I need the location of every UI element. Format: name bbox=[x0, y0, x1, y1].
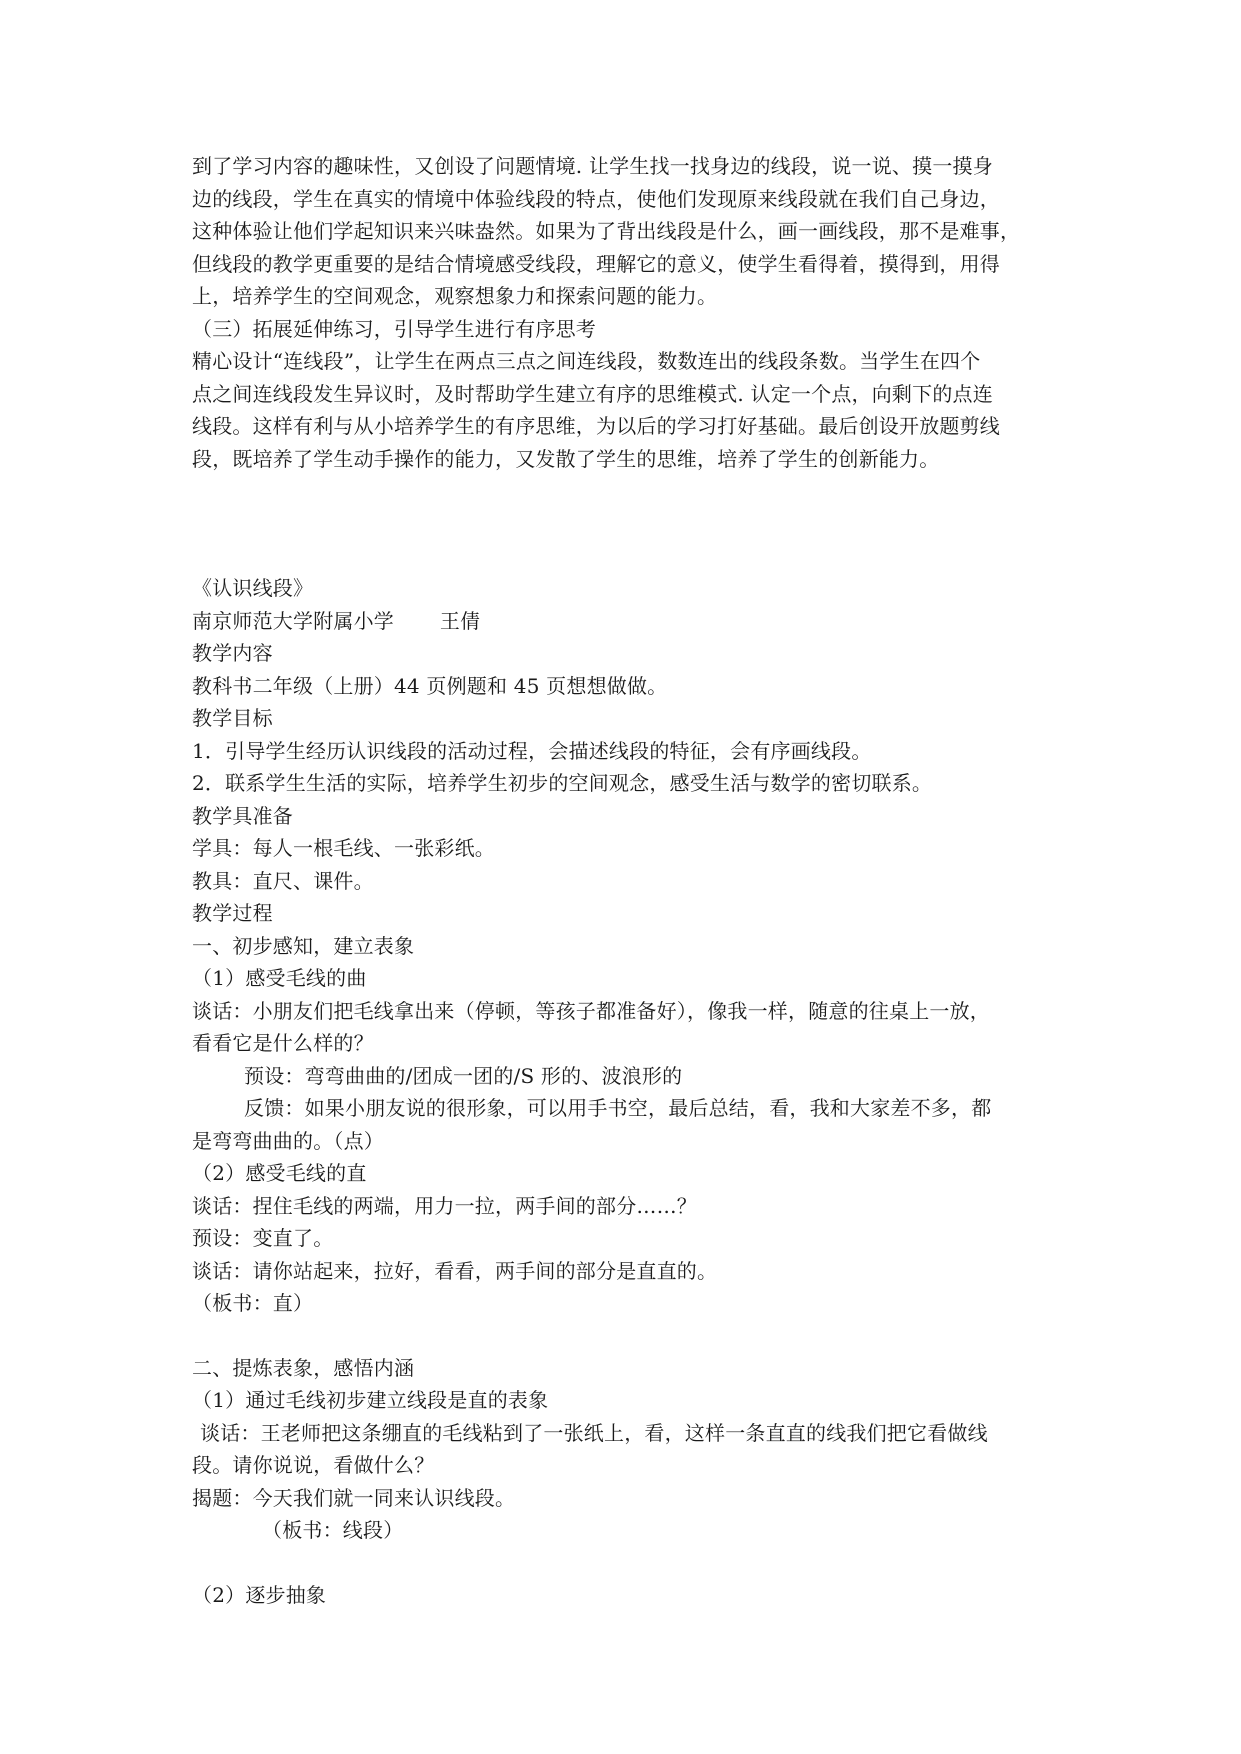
intro-line: 这种体验让他们学起知识来兴味盎然。如果为了背出线段是什么，画一画线段，那不是难事， bbox=[192, 219, 1021, 243]
document-body bbox=[192, 150, 1092, 1611]
section3-heading: （三）拓展延伸练习，引导学生进行有序思考 bbox=[192, 316, 596, 341]
part2-talk: 谈话：王老师把这条绷直的毛线粘到了一张纸上，看，这样一条直直的线我们把它看做线 bbox=[200, 1420, 988, 1445]
intro-line: 上，培养学生的空间观念，观察想象力和探索问题的能力。 bbox=[192, 284, 718, 308]
part2-reveal: 揭题：今天我们就一同来认识线段。 bbox=[192, 1485, 516, 1510]
part2-heading: 二、提炼表象，感悟内涵 bbox=[192, 1355, 415, 1380]
goal-item: 1．引导学生经历认识线段的活动过程，会描述线段的特征，会有序画线段。 bbox=[192, 738, 872, 763]
part1-preset1: 预设：弯弯曲曲的/团成一团的/S 形的、波浪形的 bbox=[244, 1063, 683, 1088]
goal-item: 2．联系学生生活的实际，培养学生初步的空间观念，感受生活与数学的密切联系。 bbox=[192, 771, 933, 795]
section3-line: 点之间连线段发生异议时，及时帮助学生建立有序的思维模式. 认定一个点，向剩下的点连 bbox=[192, 381, 993, 406]
part1-feedback-cont: 是弯弯曲曲的。（点） bbox=[192, 1128, 384, 1153]
content-heading: 教学内容 bbox=[192, 641, 273, 665]
part1-sub2: （2）感受毛线的直 bbox=[192, 1161, 367, 1185]
spacer bbox=[192, 475, 1092, 572]
intro-line: 到了学习内容的趣味性，又创设了问题情境. 让学生找一找身边的线段，说一说、摸一摸身 bbox=[192, 154, 993, 178]
part2-sub2: （2）逐步抽象 bbox=[192, 1582, 327, 1607]
lesson-author: 南京师范大学附属小学 王倩 bbox=[192, 608, 481, 633]
part1-talk1: 谈话：小朋友们把毛线拿出来（停顿，等孩子都准备好），像我一样，随意的往桌上一放， bbox=[192, 998, 990, 1023]
content-text: 教科书二年级（上册）44 页例题和 45 页想想做做。 bbox=[192, 673, 668, 698]
part1-feedback: 反馈：如果小朋友说的很形象，可以用手书空，最后总结，看，我和大家差不多，都 bbox=[244, 1096, 992, 1120]
part1-board: （板书：直） bbox=[192, 1291, 314, 1315]
part2-sub1: （1）通过毛线初步建立线段是直的表象 bbox=[192, 1388, 549, 1412]
lesson-title: 《认识线段》 bbox=[192, 576, 314, 600]
part1-heading: 一、初步感知，建立表象 bbox=[192, 933, 415, 958]
spacer bbox=[192, 1320, 1092, 1352]
tools-teacher: 教具：直尺、课件。 bbox=[192, 868, 374, 893]
part1-sub1: （1）感受毛线的曲 bbox=[192, 966, 367, 990]
tools-heading: 教学具准备 bbox=[192, 803, 293, 828]
section3-line: 线段。这样有利与从小培养学生的有序思维，为以后的学习打好基础。最后创设开放题剪线 bbox=[192, 414, 1000, 438]
part1-preset2: 预设：变直了。 bbox=[192, 1226, 334, 1250]
intro-line: 但线段的教学更重要的是结合情境感受线段，理解它的意义，使学生看得着，摸得到，用得 bbox=[192, 251, 1000, 276]
intro-line: 边的线段，学生在真实的情境中体验线段的特点，使他们发现原来线段就在我们自己身边， bbox=[192, 186, 1000, 211]
part1-talk3: 谈话：请你站起来，拉好，看看，两手间的部分是直直的。 bbox=[192, 1258, 718, 1283]
part1-talk1-cont: 看看它是什么样的？ bbox=[192, 1031, 374, 1055]
spacer bbox=[192, 1547, 1092, 1579]
part1-talk2: 谈话：捏住毛线的两端，用力一拉，两手间的部分……？ bbox=[192, 1193, 697, 1218]
section3-line: 段，既培养了学生动手操作的能力，又发散了学生的思维，培养了学生的创新能力。 bbox=[192, 446, 940, 471]
part2-board: （板书：线段） bbox=[262, 1518, 404, 1542]
goals-heading: 教学目标 bbox=[192, 706, 273, 730]
part2-talk-cont: 段。请你说说，看做什么？ bbox=[192, 1453, 435, 1477]
tools-student: 学具：每人一根毛线、一张彩纸。 bbox=[192, 836, 495, 860]
process-heading: 教学过程 bbox=[192, 901, 273, 925]
section3-line: 精心设计“连线段”，让学生在两点三点之间连线段，数数连出的线段条数。当学生在四个 bbox=[192, 349, 981, 373]
